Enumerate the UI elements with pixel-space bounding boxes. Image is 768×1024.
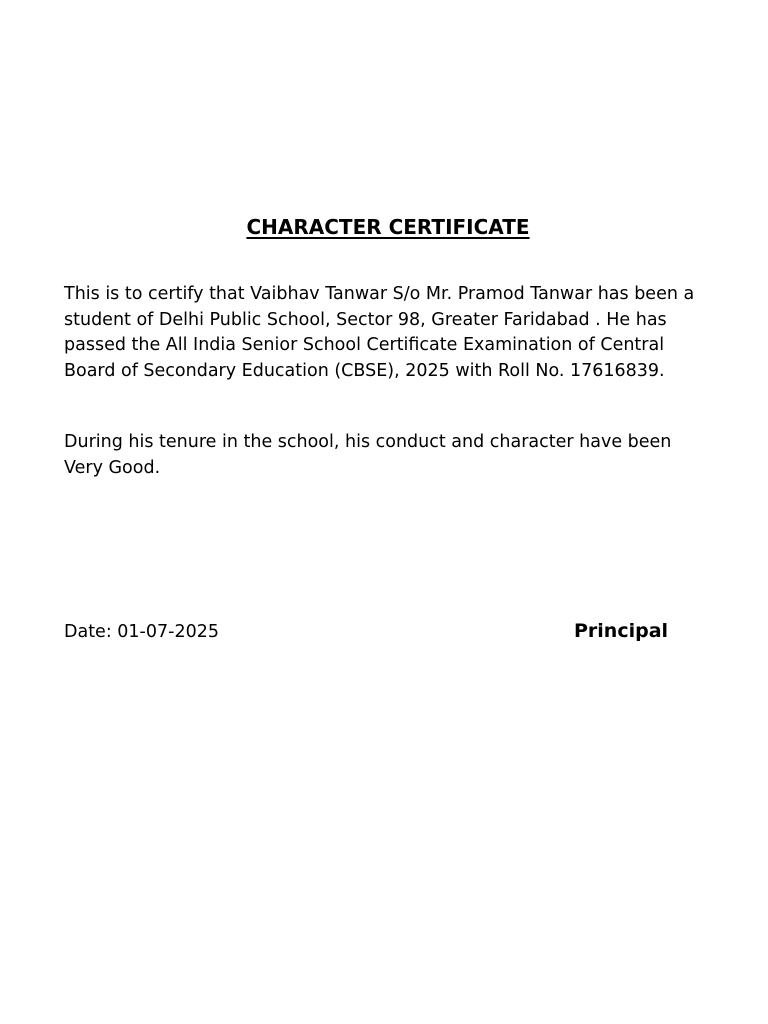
conduct-paragraph: During his tenure in the school, his conduct and character have been Very Good. bbox=[64, 432, 672, 478]
certification-paragraph: This is to certify that Vaibhav Tanwar S/o Mr. Pramod Tanwar has been a student of Delhi Public School, Sector 98, Greater Faridabad . He has passed the All India Senior School Certificate Examination of Central Board of Secondary Education (CBSE), 2025 with Roll No. 17616839. bbox=[64, 284, 695, 382]
signatory-title: Principal bbox=[574, 620, 669, 642]
issue-date: Date: 01-07-2025 bbox=[64, 622, 219, 642]
certificate-title: CHARACTER CERTIFICATE bbox=[246, 215, 530, 239]
